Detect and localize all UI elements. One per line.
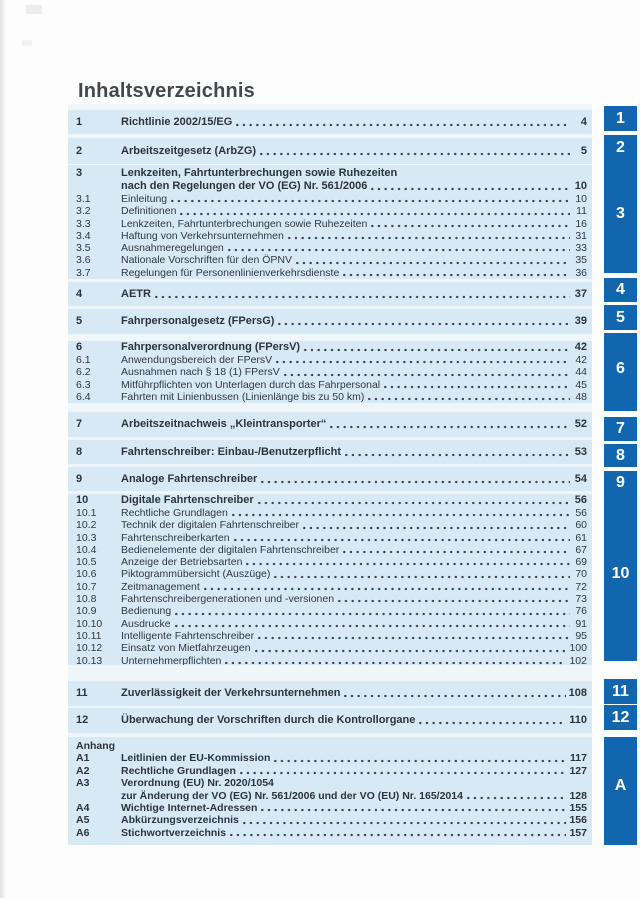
entry-title: Rechtliche Grundlagen [121,507,228,519]
toc-entry [68,752,592,764]
toc-group [68,467,592,491]
toc-entry [68,605,592,617]
tab-label: 8 [616,446,625,464]
entry-title: Nationale Vorschriften für den ÖPNV [121,254,293,267]
entry-page-number: 117 [570,752,587,765]
entry-title: Ausnahmeregelungen [121,242,224,255]
dotted-leader [330,425,570,429]
entry-number: A5 [76,814,90,827]
toc-entry [68,790,592,802]
toc-group [68,309,592,334]
entry-page-number: 100 [569,642,587,655]
toc-section-header [68,740,592,752]
tab-label: 4 [616,281,625,298]
dotted-leader [232,513,570,517]
toc-entry [68,366,592,378]
entry-title: Bedienung [121,605,172,618]
entry-page-number: 53 [574,445,587,458]
entry-page-number: 4 [580,115,587,128]
toc-entry [68,193,592,205]
toc-entry [68,391,592,403]
entry-title: Analoge Fahrtenschreiber [121,472,258,485]
entry-page-number: 31 [575,229,587,242]
toc-entry [68,556,592,568]
entry-page-number: 156 [569,814,587,827]
entry-number: 10.11 [76,629,102,642]
entry-number: 10.4 [76,543,97,556]
toc-group [68,412,592,437]
entry-title: Ausnahmen nach § 18 (1) FPersV [121,366,280,379]
toc-entry [68,418,592,431]
entry-page-number: 48 [575,390,587,403]
entry-number: 10.5 [76,556,97,569]
entry-title: Ausdrucke [121,617,171,630]
entry-page-number: 69 [575,556,587,569]
toc-entry [68,532,592,544]
entry-page-number: 10 [575,193,587,205]
chapter-tab-10 [604,494,637,661]
entry-title: Stichwortverzeichnis [121,826,227,839]
toc-group [68,341,592,403]
toc-panel [68,104,592,842]
toc-group [68,165,592,279]
entry-title: Anzeige der Betriebsarten [121,556,243,569]
entry-title: Technik der digitalen Fahrtenschreiber [121,519,300,532]
entry-title: Intelligente Fahrtenschreiber [121,629,255,642]
entry-page-number: 91 [575,617,587,630]
toc-group [68,681,592,706]
entry-number: A3 [76,777,90,790]
toc-entry [68,267,592,279]
dotted-leader [338,599,570,603]
entry-number: 12 [76,714,89,726]
scan-edge-artifact [0,0,6,898]
entry-page-number: 56 [574,494,587,506]
toc-group [68,494,592,665]
dotted-leader [278,322,570,326]
dotted-leader [344,694,565,698]
entry-title: Richtlinie 2002/15/EG [121,115,233,128]
toc-group [68,737,592,845]
dotted-leader [303,526,570,530]
dotted-leader [343,273,570,277]
toc-entry [68,618,592,630]
chapter-tab-8 [604,444,637,467]
entry-number: 10.6 [76,568,97,581]
tab-label: 5 [616,308,625,326]
entry-number: 4 [76,287,83,300]
entry-title: Bedienelemente der digitalen Fahrtenschreiber [121,543,340,556]
toc-entry [68,765,592,777]
chapter-tab-a [604,737,637,845]
entry-title: Digitale Fahrtenschreiber [121,494,254,506]
entry-number: 10.3 [76,531,97,544]
entry-page-number: 54 [574,472,587,485]
entry-page-number: 10 [574,180,587,192]
entry-page-number: 42 [574,341,587,353]
entry-title: Fahrten mit Linienbussen (Linienlänge bis zu 50 km) [121,390,365,403]
tab-label: 2 [616,139,625,156]
tab-label: 3 [616,204,625,222]
toc-entry [68,777,592,789]
dotted-leader [261,808,566,812]
entry-number: A4 [76,802,90,815]
toc-entry [68,519,592,531]
scan-mark [26,5,42,14]
dotted-leader [155,295,570,299]
entry-title: AETR [121,287,151,300]
entry-number: 3.1 [76,193,91,205]
entry-number: 3 [76,167,83,179]
entry-number: 10.13 [76,654,103,665]
entry-number: 6.3 [76,378,91,391]
entry-number: 10.7 [76,580,97,593]
dotted-leader [180,212,570,216]
entry-page-number: 61 [575,531,587,544]
dotted-leader [240,771,567,775]
entry-page-number: 45 [575,378,587,391]
dotted-leader [304,348,570,352]
entry-number: 3.4 [76,229,91,242]
dotted-leader [288,236,570,240]
entry-page-number: 155 [569,802,587,815]
entry-number: 10.10 [76,617,103,630]
entry-title: Wichtige Internet-Adressen [121,802,258,815]
dotted-leader [246,562,570,566]
chapter-tab-12 [604,705,637,730]
toc-entry [68,180,592,193]
chapter-tab-6 [604,333,637,411]
entry-title: Haftung von Verkehrsunternehmen [121,229,284,242]
chapter-tab-5 [604,305,637,330]
entry-page-number: 42 [575,354,587,366]
toc-entry [68,544,592,556]
toc-entry [68,568,592,580]
toc-group [68,440,592,464]
entry-title: Zeitmanagement [121,580,200,593]
entry-title: Lenkzeiten, Fahrtunterbrechungen sowie Ruhezeiten [121,167,398,179]
entry-number: 8 [76,445,83,458]
entry-title: Lenkzeiten, Fahrtunterbrechungen sowie Ruhezeiten [121,217,368,230]
entry-number: 11 [76,687,88,699]
entry-page-number: 52 [574,418,587,430]
chapter-tab-7 [604,417,637,441]
entry-title: Fahrtenschreiberkarten [121,531,230,544]
entry-page-number: 76 [575,605,587,618]
entry-number: 10.9 [76,605,97,618]
entry-number: 9 [76,472,83,485]
entry-number: 6 [76,341,83,353]
entry-page-number: 127 [569,764,587,777]
toc-entry [68,446,592,459]
entry-page-number: 95 [575,629,587,642]
toc-group [68,138,592,164]
dotted-leader [258,501,570,505]
chapter-tab-1 [604,106,637,131]
toc-entry [68,254,592,266]
entry-page-number: 35 [575,254,587,267]
toc-entry [68,315,592,328]
toc-entry [68,827,592,839]
dotted-leader [258,636,570,640]
tab-label: 11 [612,682,629,700]
entry-title: Regelungen für Personenlinienverkehrsdienste [121,266,340,279]
toc-entry [68,145,592,158]
toc-group-list [68,104,592,842]
toc-entry [68,167,592,180]
entry-title: Abkürzungsverzeichnis [121,814,239,827]
entry-page-number: 36 [575,266,587,279]
chapter-tab-2 [604,135,637,161]
entry-number: 10.12 [76,642,103,655]
dotted-leader [234,538,570,542]
entry-title: Einleitung [121,193,168,205]
toc-group [68,110,592,134]
toc-entry [68,581,592,593]
entry-number: A1 [76,752,90,765]
tab-label: 1 [616,109,625,127]
dotted-leader [274,575,570,579]
toc-group [68,708,592,733]
entry-number: 3.6 [76,254,91,267]
entry-title: zur Änderung der VO (EG) Nr. 561/2006 und der VO (EU) Nr. 165/2014 [121,789,463,802]
entry-page-number: 16 [575,217,587,230]
entry-title: Anwendungsbereich der FPersV [121,354,273,366]
entry-page-number: 5 [580,144,587,157]
entry-title: Fahrpersonalgesetz (FPersG) [121,315,275,327]
dotted-leader [284,373,570,377]
dotted-leader [171,199,570,203]
entry-number: 10.2 [76,519,97,532]
entry-number: 3.7 [76,266,91,279]
dotted-leader [274,759,567,763]
entry-page-number: 128 [569,789,587,802]
toc-entry [68,288,592,301]
entry-number: 2 [76,144,83,157]
entry-number: A2 [76,764,90,777]
entry-title: Zuverlässigkeit der Verkehrsunternehmen [121,687,341,699]
dotted-leader [260,152,570,156]
entry-title: Rechtliche Grundlagen [121,764,236,777]
tab-label: 12 [611,708,630,726]
entry-number: 1 [76,115,83,128]
entry-number: 7 [76,418,83,430]
entry-title: Arbeitszeitnachweis „Kleintransporter“ [121,418,327,430]
toc-entry [68,593,592,605]
scan-mark [22,40,32,46]
toc-entry [68,473,592,486]
dotted-leader [175,624,570,628]
dotted-leader [204,587,570,591]
toc-entry [68,814,592,826]
entry-title: nach den Regelungen der VO (EG) Nr. 561/2006 [121,180,368,192]
dotted-leader [243,821,567,825]
entry-page-number: 37 [574,287,587,300]
toc-entry [68,354,592,366]
entry-number: 6.2 [76,366,91,379]
toc-entry [68,494,592,507]
toc-entry [68,116,592,129]
toc-group [68,282,592,306]
entry-page-number: 11 [576,205,587,218]
dotted-leader [343,550,570,554]
dotted-leader [371,187,570,191]
dotted-leader [467,796,567,800]
dotted-leader [230,833,566,837]
entry-page-number: 44 [575,366,587,379]
entry-number: 10 [76,494,89,506]
entry-title: Einsatz von Mietfahrzeugen [121,642,251,655]
entry-title: Leitlinien der EU-Kommission [121,752,271,765]
entry-page-number: 157 [569,826,587,839]
toc-entry [68,230,592,242]
entry-number: 3.2 [76,205,91,218]
entry-page-number: 72 [575,580,587,593]
tab-label: 9 [616,473,625,491]
dotted-leader [296,261,570,265]
section-header-label: Anhang [76,740,116,752]
chapter-tab-3 [604,161,637,273]
entry-title: Fahrtenschreibergenerationen und -versionen [121,593,335,606]
dotted-leader [419,721,566,725]
entry-page-number: 33 [575,242,587,255]
entry-page-number: 108 [568,687,587,699]
entry-title: Unternehmerpflichten [121,654,222,665]
toc-entry [68,379,592,391]
entry-title: Fahrpersonalverordnung (FPersV) [121,341,301,353]
entry-page-number: 70 [575,568,587,581]
entry-number: 10.1 [76,507,97,519]
page-title: Inhaltsverzeichnis [78,80,255,102]
entry-number: 6.1 [76,354,91,366]
entry-number: 10.8 [76,593,97,606]
dotted-leader [261,480,570,484]
toc-entry [68,205,592,217]
entry-title: Verordnung (EU) Nr. 2020/1054 [121,777,274,790]
entry-title: Fahrtenschreiber: Einbau-/Benutzerpflicht [121,445,342,458]
entry-title: Arbeitszeitgesetz (ArbZG) [121,144,257,157]
entry-title: Piktogrammübersicht (Auszüge) [121,568,271,581]
entry-page-number: 60 [575,519,587,532]
entry-page-number: 56 [575,507,587,519]
dotted-leader [371,224,570,228]
entry-page-number: 39 [574,315,587,327]
tab-label: 6 [616,359,625,377]
dotted-leader [345,453,570,457]
entry-page-number: 73 [575,593,587,606]
entry-title: Mitführpflichten von Unterlagen durch das Fahrpersonal [121,378,381,391]
chapter-tab-11 [604,679,637,704]
entry-page-number: 102 [569,654,587,665]
toc-entry [68,341,592,354]
entry-number: 6.4 [76,390,91,403]
chapter-tab-4 [604,278,637,302]
dotted-leader [276,360,570,364]
dotted-leader [225,661,566,665]
dotted-leader [228,248,570,252]
dotted-leader [236,123,570,127]
entry-number: 5 [76,315,83,327]
tab-label: A [614,776,627,794]
dotted-leader [255,649,567,653]
dotted-leader [384,385,570,389]
toc-entry [68,630,592,642]
toc-entry [68,642,592,654]
toc-entry [68,507,592,519]
toc-entry [68,714,592,727]
tab-label: 10 [611,565,630,582]
toc-entry [68,687,592,700]
entry-page-number: 110 [569,714,587,726]
dotted-leader [175,612,570,616]
dotted-leader [368,397,570,401]
entry-number: 3.3 [76,217,91,230]
tab-label: 7 [616,420,625,437]
entry-page-number: 67 [575,543,587,556]
entry-number: 3.5 [76,242,91,255]
toc-entry [68,802,592,814]
chapter-tab-9 [604,471,637,494]
toc-entry [68,655,592,665]
toc-entry [68,242,592,254]
entry-number: A6 [76,826,90,839]
entry-title: Definitionen [121,205,177,218]
toc-entry [68,218,592,230]
entry-title: Überwachung der Vorschriften durch die Kontrollorgane [121,714,416,726]
